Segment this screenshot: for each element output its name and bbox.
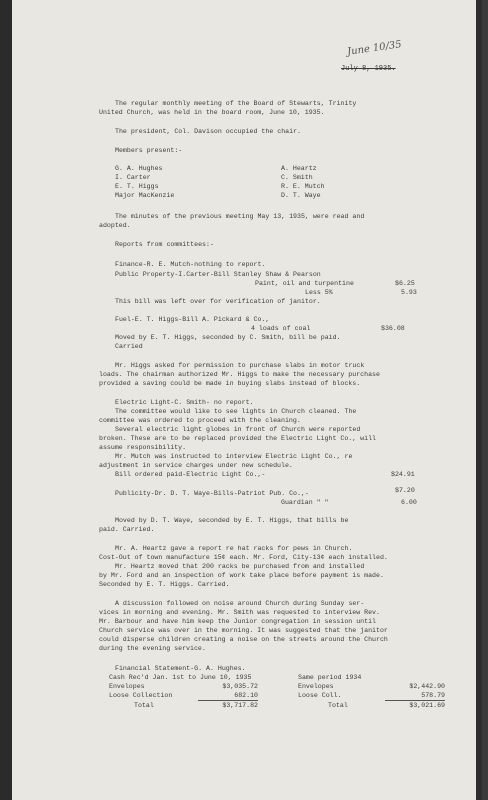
electric-line-3: committee was ordered to proceed with the cleaning. <box>99 417 301 424</box>
racks-line-2: Cost-Out of town manufacture 15¢ each. Mr. Ford, City-13¢ each installed. <box>99 554 388 561</box>
financial-label: Envelopes <box>109 683 145 690</box>
noise-line-1: A discussion followed on noise around Church during Sunday ser- <box>115 600 365 607</box>
electric-line-8: adjustment in service charges under new schedule. <box>99 462 293 469</box>
noise-line-6: during the evening service. <box>99 645 206 652</box>
electric-bill-amount: $24.91 <box>391 471 415 478</box>
struck-date: July 8, 1935. <box>341 65 396 73</box>
financial-total-label: Total <box>134 702 154 709</box>
minutes-line-1: The minutes of the previous meeting May 13, 1935, were read and <box>115 213 365 220</box>
financial-left-heading: Cash Rec'd Jan. 1st to June 10, 1935 <box>109 674 252 681</box>
financial-label-1934: Envelopes <box>298 683 334 690</box>
intro-line-2: United Church, was held in the board room, June 10, 1935. <box>99 109 325 116</box>
fuel-amount: $36.08 <box>381 325 405 332</box>
member-right: D. T. Waye <box>281 192 321 199</box>
fuel-line-4: Carried <box>115 343 143 350</box>
noise-line-2: vices in morning and evening. Mr. Smith was requested to interview Rev. <box>99 609 380 616</box>
property-line-3: Less 5% <box>305 289 333 296</box>
slabs-line-1: Mr. Higgs asked for permission to purchase slabs in motor truck <box>115 362 365 369</box>
publicity-line-2: Guardian " " <box>281 499 329 506</box>
financial-total-label-1934: Total <box>328 702 348 709</box>
racks-line-1: Mr. A. Heartz gave a report re hat racks for pews in Church. <box>115 545 353 552</box>
member-left: I. Carter <box>115 174 151 181</box>
document-page <box>12 0 482 800</box>
finance-report: Finance-R. E. Mutch-nothing to report. <box>115 261 266 268</box>
member-left: E. T. Higgs <box>115 183 159 190</box>
publicity-line-4: paid. Carried. <box>99 526 155 533</box>
electric-bill-line: Bill ordered paid-Electric Light Co.,- <box>115 471 266 478</box>
fuel-line-2: 4 loads of coal <box>251 325 311 332</box>
slabs-line-2: loads. The chairman authorized Mr. Higgs to make the necessary purchase <box>99 371 380 378</box>
racks-line-5: Seconded by E. T. Higgs. Carried. <box>99 581 230 588</box>
publicity-amount-1: $7.20 <box>395 487 415 494</box>
property-amount-1: $6.25 <box>395 280 415 287</box>
financial-label: Loose Collection <box>109 692 173 699</box>
noise-line-3: Mr. Barbour and have him keep the Junior congregation in session until <box>99 618 376 625</box>
racks-line-4: by Mr. Ford and an inspection of work take place before payment is made. <box>99 572 384 579</box>
fuel-line-1: Fuel-E. T. Higgs-Bill A. Pickard & Co., <box>115 316 270 323</box>
intro-line-1: The regular monthly meeting of the Board of Stewarts, Trinity <box>115 100 357 107</box>
page-edge-shadow <box>476 0 482 800</box>
financial-value-1934: $2,442.90 <box>409 683 445 690</box>
electric-line-6: assume responsibility. <box>99 444 187 451</box>
electric-line-1: Electric Light-C. Smith- no report. <box>115 399 254 406</box>
property-line-2: Paint, oil and turpentine <box>255 280 354 287</box>
president-line: The president, Col. Davison occupied the chair. <box>115 128 301 135</box>
member-left: G. A. Hughes <box>115 165 163 172</box>
electric-line-7: Mr. Mutch was instructed to interview Electric Light Co., re <box>115 453 353 460</box>
property-amount-2: 5.93 <box>401 289 417 296</box>
member-right: A. Heartz <box>281 165 317 172</box>
slabs-line-3: provided a saving could be made in buying slabs instead of blocks. <box>99 380 361 387</box>
member-right: R. E. Mutch <box>281 183 325 190</box>
publicity-line-1: Publicity-Dr. D. T. Waye-Bills-Patriot Pub. Co.,- <box>115 490 309 497</box>
reports-heading: Reports from committees:- <box>115 241 214 248</box>
property-line-1: Public Property-I.Carter-Bill Stanley Shaw & Pearson <box>115 271 321 278</box>
fuel-line-3: Moved by E. T. Higgs, seconded by C. Smith, bill be paid. <box>115 334 341 341</box>
racks-line-3: Mr. Heartz moved that 200 racks be purchased from and installed <box>115 563 365 570</box>
financial-value: 682.10 <box>198 691 258 701</box>
property-line-4: This bill was left over for verification of janitor. <box>115 298 321 305</box>
publicity-amount-2: 6.00 <box>401 499 417 506</box>
noise-line-5: could disperse children creating a noise on the streets around the Church <box>99 636 388 643</box>
binding-edge <box>0 0 12 800</box>
electric-line-4: Several electric light globes in front of Church were reported <box>115 426 361 433</box>
financial-label-1934: Loose Coll. <box>298 692 342 699</box>
handwritten-date: June 10/35 <box>346 39 403 58</box>
financial-value: $3,035.72 <box>222 683 258 690</box>
electric-line-2: The committee would like to see lights in Church cleaned. The <box>115 408 357 415</box>
financial-heading: Financial Statement-G. A. Hughes. <box>115 665 246 672</box>
member-left: Major MacKenzie <box>115 192 175 199</box>
financial-right-heading: Same period 1934 <box>298 674 362 681</box>
minutes-line-2: adopted. <box>99 222 131 229</box>
members-heading: Members present:- <box>115 147 183 154</box>
electric-line-5: broken. These are to be replaced provided the Electric Light Co., will <box>99 435 376 442</box>
financial-value-1934: 578.79 <box>385 691 445 701</box>
member-right: C. Smith <box>281 174 313 181</box>
noise-line-4: Church service was over in the morning. It was suggested that the janitor <box>99 627 388 634</box>
financial-total-value: $3,717.82 <box>222 702 258 709</box>
publicity-line-3: Moved by D. T. Waye, seconded by E. T. Higgs, that bills be <box>115 517 349 524</box>
financial-total-value-1934: $3,021.69 <box>409 702 445 709</box>
